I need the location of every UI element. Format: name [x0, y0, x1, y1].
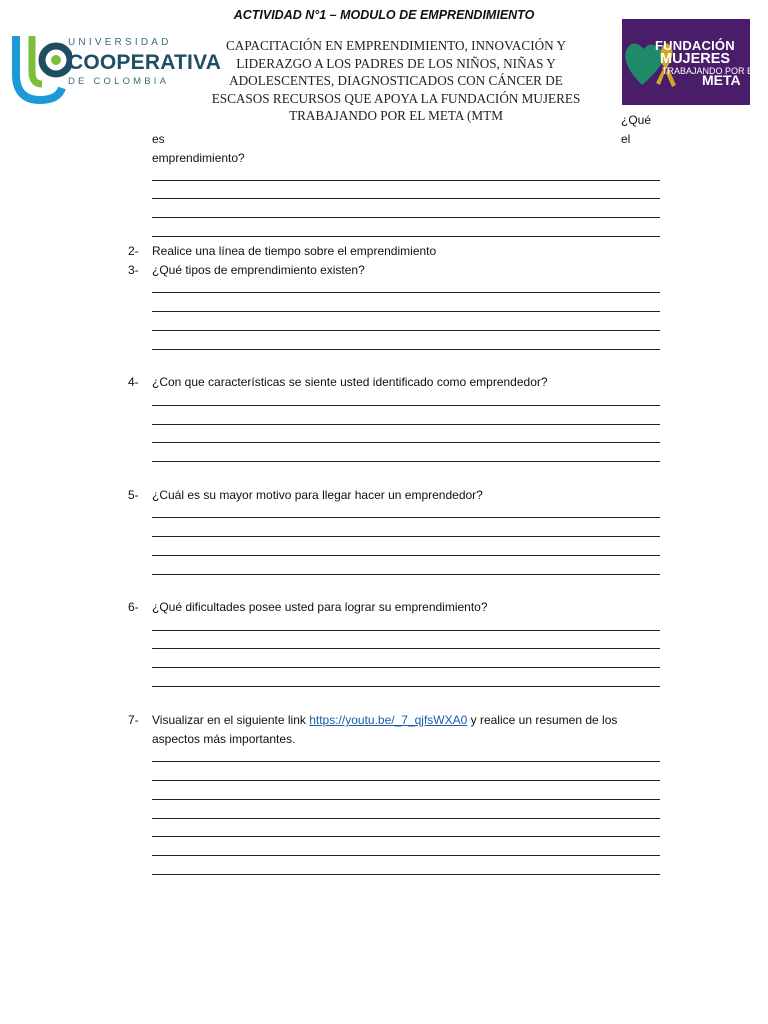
answer-line[interactable]: [152, 686, 660, 687]
university-logo-line2: COOPERATIVA: [68, 51, 222, 74]
answer-line[interactable]: [152, 180, 660, 181]
answer-line[interactable]: [152, 198, 660, 199]
youtube-link[interactable]: https://youtu.be/_7_qjfsWXA0: [309, 713, 468, 727]
question-text: ¿Qué dificultades posee usted para lograr su emprendimiento?: [152, 600, 488, 614]
foundation-logo-line4: META: [702, 72, 741, 88]
answer-line[interactable]: [152, 555, 660, 556]
question7-line1: [152, 713, 617, 727]
answer-line[interactable]: [152, 349, 660, 350]
answer-line[interactable]: [152, 836, 660, 837]
answer-line[interactable]: [152, 536, 660, 537]
question7-text-after-link: y realice un resumen de los: [467, 713, 618, 727]
question-text: Realice una línea de tiempo sobre el emprendimiento: [152, 244, 437, 258]
document-title: [196, 37, 596, 125]
answer-line[interactable]: [152, 442, 660, 443]
question1-fragment: ¿Qué: [621, 113, 652, 127]
question-text: ¿Con que características se siente usted identificado como emprendedor?: [152, 375, 548, 389]
title-line: ADOLESCENTES, DIAGNOSTICADOS CON CÁNCER DE: [229, 73, 563, 88]
answer-line[interactable]: [152, 330, 660, 331]
title-line: ESCASOS RECURSOS QUE APOYA LA FUNDACIÓN MUJERES: [211, 90, 581, 106]
question1-fragment: es: [152, 132, 165, 146]
answer-line[interactable]: [152, 461, 660, 462]
answer-line[interactable]: [152, 574, 660, 575]
answer-line[interactable]: [152, 217, 660, 218]
question-number: 2-: [128, 244, 139, 258]
answer-line[interactable]: [152, 517, 660, 518]
answer-line[interactable]: [152, 874, 660, 875]
title-line: TRABAJANDO POR EL META (MTM: [289, 108, 503, 123]
question-text: ¿Qué tipos de emprendimiento existen?: [152, 263, 365, 277]
question-number: 5-: [128, 488, 139, 502]
answer-line[interactable]: [152, 667, 660, 668]
question-number: 6-: [128, 600, 139, 614]
title-line: CAPACITACIÓN EN EMPRENDIMIENTO, INNOVACIÓN Y: [226, 38, 566, 53]
answer-line[interactable]: [152, 648, 660, 649]
foundation-logo-line3: TRABAJANDO POR EL: [662, 66, 759, 76]
university-logo-line1: UNIVERSIDAD: [68, 37, 172, 48]
question7-text-before-link: Visualizar en el siguiente link: [152, 713, 310, 727]
answer-line[interactable]: [152, 799, 660, 800]
answer-line[interactable]: [152, 818, 660, 819]
title-line: LIDERAZGO A LOS PADRES DE LOS NIÑOS, NIÑAS Y: [236, 55, 556, 71]
university-logo-line3: DE COLOMBIA: [68, 76, 170, 87]
answer-line[interactable]: [152, 761, 660, 762]
question-number: 3-: [128, 263, 139, 277]
answer-line[interactable]: [152, 424, 660, 425]
answer-line[interactable]: [152, 630, 660, 631]
answer-line[interactable]: [152, 780, 660, 781]
university-logo-mark: [12, 30, 72, 108]
question-number: 7-: [128, 713, 139, 727]
foundation-logo-line1: FUNDACIÓN: [655, 38, 735, 53]
answer-line[interactable]: [152, 311, 660, 312]
question7-line2: aspectos más importantes.: [152, 732, 296, 746]
answer-line[interactable]: [152, 236, 660, 237]
answer-line[interactable]: [152, 855, 660, 856]
activity-title: ACTIVIDAD N°1 – MODULO DE EMPRENDIMIENTO: [233, 8, 535, 22]
question-text: ¿Cuál es su mayor motivo para llegar hacer un emprendedor?: [152, 488, 483, 502]
question1-fragment: emprendimiento?: [152, 151, 245, 165]
question1-fragment: el: [621, 132, 631, 146]
foundation-logo-line2: MUJERES: [660, 51, 731, 67]
answer-line[interactable]: [152, 405, 660, 406]
question-number: 4-: [128, 375, 139, 389]
answer-line[interactable]: [152, 292, 660, 293]
